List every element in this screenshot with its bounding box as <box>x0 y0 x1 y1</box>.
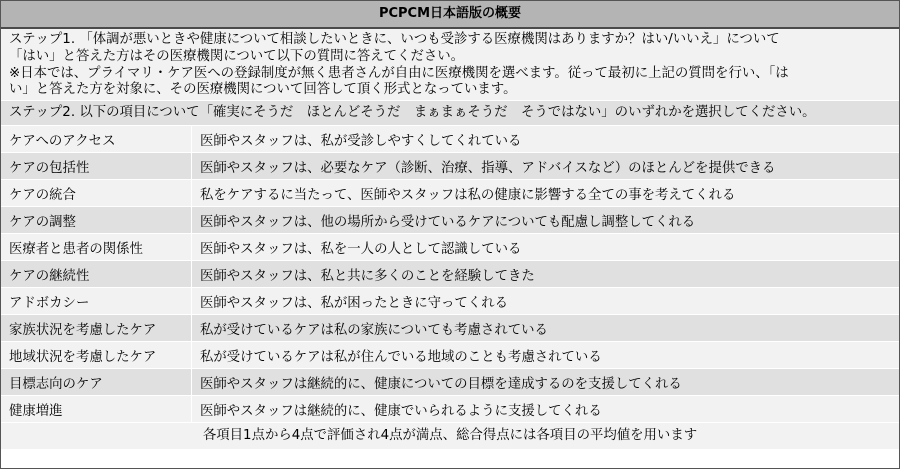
domain-name: 健康増進 <box>1 396 192 423</box>
domain-name: ケアの継続性 <box>1 261 192 288</box>
domain-description: 医師やスタッフは、私を一人の人として認識している <box>192 234 900 261</box>
table-title: PCPCM日本語版の概要 <box>1 1 899 29</box>
table-row <box>1 261 899 288</box>
step1-line: ステップ1. 「体調が悪いときや健康について相談したいときに、いつも受診する医療機関はありますか？はい/いいえ」について <box>9 32 780 47</box>
domain-description: 私が受けているケアは私の家族についても考慮されている <box>192 315 900 342</box>
domain-description: 医師やスタッフは、私が受診しやすくしてくれている <box>192 126 900 153</box>
step1-instructions <box>1 29 899 101</box>
scoring-note: 各項目1点から4点で評価され4点が満点、総合得点には各項目の平均値を用います <box>1 423 899 449</box>
step1-note-line: い」と答えた方を対象に、その医療機関について回答して頂く形式となっています。 <box>9 82 517 98</box>
domain-table <box>1 126 899 423</box>
domain-description: 私をケアするに当たって、医師やスタッフは私の健康に影響する全ての事を考えてくれる <box>192 180 900 207</box>
domain-name: 家族状況を考慮したケア <box>1 315 192 342</box>
table-row <box>1 369 899 396</box>
domain-description: 医師やスタッフは継続的に、健康についての目標を達成するのを支援してくれる <box>192 369 900 396</box>
domain-name: 目標志向のケア <box>1 369 192 396</box>
table-row <box>1 180 899 207</box>
table-row <box>1 207 899 234</box>
step1-note-line: ※日本では、プライマリ・ケア医への登録制度が無く患者さんが自由に医療機関を選べます。従って最初に上記の質問を行い、「は <box>9 65 789 81</box>
step2-instructions: ステップ2. 以下の項目について「確実にそうだ ほとんどそうだ まぁまぁそうだ そうではない」のいずれかを選択してください。 <box>1 101 899 126</box>
domain-description: 医師やスタッフは、私が困ったときに守ってくれる <box>192 288 900 315</box>
table-row <box>1 342 899 369</box>
step1-line: 「はい」と答えた方はその医療機関について以下の質問に答えてください。 <box>9 48 465 64</box>
domain-name: ケアの統合 <box>1 180 192 207</box>
domain-description: 私が受けているケアは私が住んでいる地域のことも考慮されている <box>192 342 900 369</box>
table-row <box>1 153 899 180</box>
table-row <box>1 315 899 342</box>
table-row <box>1 126 899 153</box>
domain-name: 医療者と患者の関係性 <box>1 234 192 261</box>
domain-description: 医師やスタッフは、必要なケア（診断、治療、指導、アドバイスなど）のほとんどを提供できる <box>192 153 900 180</box>
domain-name: 地域状況を考慮したケア <box>1 342 192 369</box>
domain-description: 医師やスタッフは、他の場所から受けているケアについても配慮し調整してくれる <box>192 207 900 234</box>
table-row <box>1 396 899 423</box>
domain-name: ケアの包括性 <box>1 153 192 180</box>
domain-name: ケアへのアクセス <box>1 126 192 153</box>
domain-description: 医師やスタッフは、私と共に多くのことを経験してきた <box>192 261 900 288</box>
domain-name: アドボカシー <box>1 288 192 315</box>
domain-name: ケアの調整 <box>1 207 192 234</box>
domain-description: 医師やスタッフは継続的に、健康でいられるように支援してくれる <box>192 396 900 423</box>
table-row <box>1 234 899 261</box>
table-row <box>1 288 899 315</box>
